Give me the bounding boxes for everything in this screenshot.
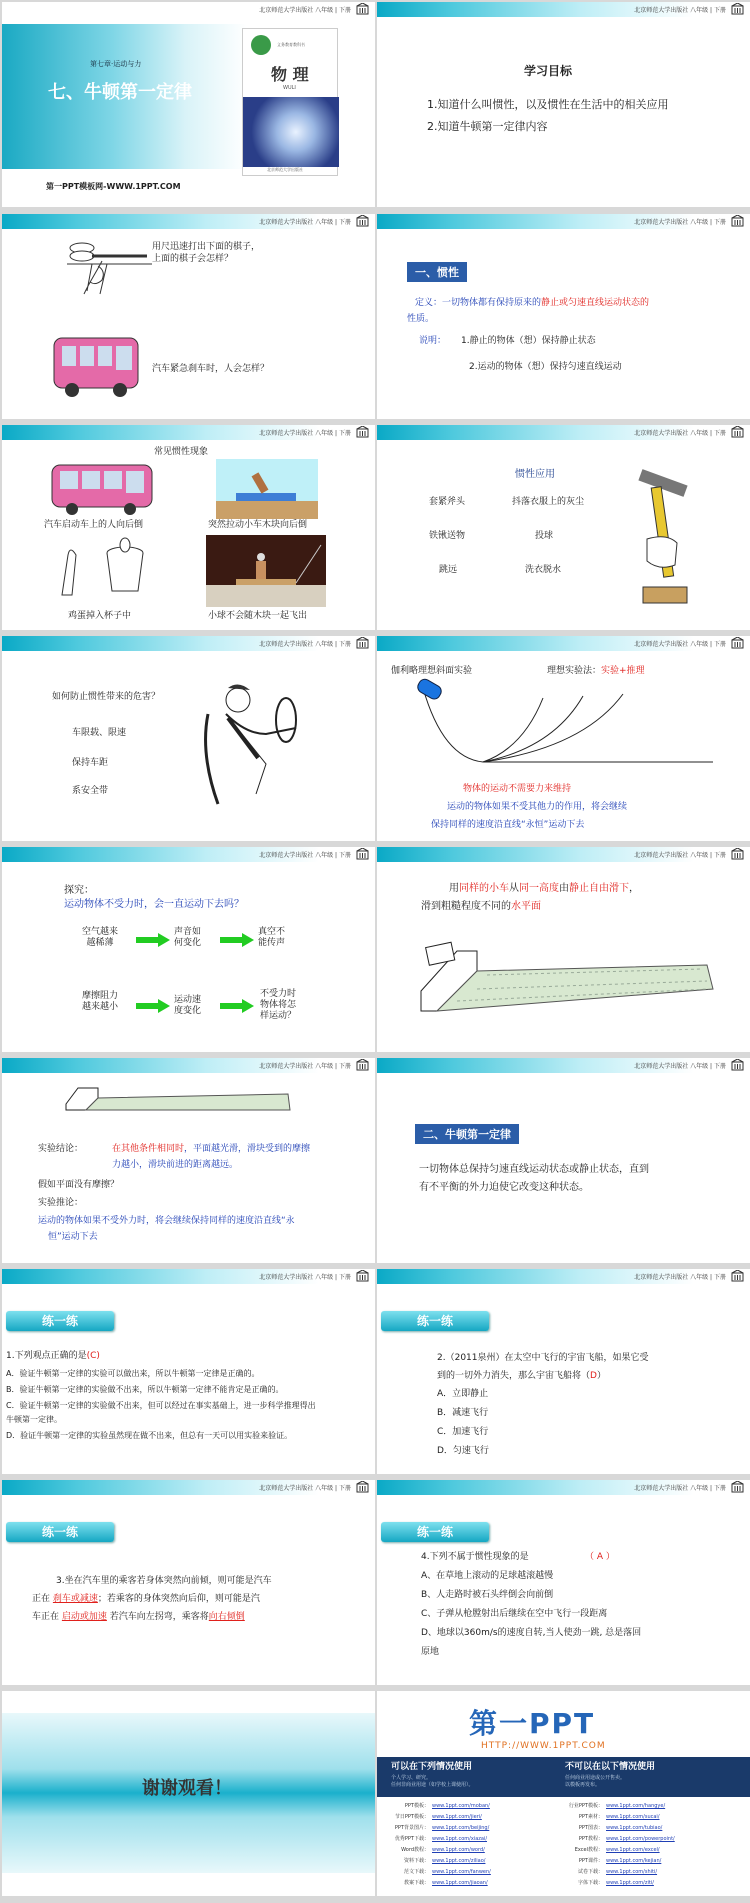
option-a: A．验证牛顿第一定律的实验可以做出来，所以牛顿第一定律是正确的。 <box>6 1369 260 1378</box>
resource-link[interactable]: www.1ppt.com/word/ <box>432 1847 485 1853</box>
resource-link-label: 优秀PPT下载： <box>394 1836 429 1842</box>
resource-link-label: PPT教程： <box>578 1836 603 1842</box>
question-line-2: 正在 <box>32 1594 51 1604</box>
slide-11-conclusion <box>2 1058 375 1263</box>
resource-link-label: PPT模板： <box>404 1803 429 1809</box>
slide-header: 北京师范大学出版社 八年级 | 下册 <box>634 1485 726 1492</box>
box-3b: 能传声 <box>258 937 286 948</box>
bus-start-image <box>50 461 155 517</box>
cover-title: 七、牛顿第一定律 <box>48 82 192 103</box>
chess-pieces-image <box>62 236 157 298</box>
slide-header: 北京师范大学出版社 八年级 | 下册 <box>259 1274 351 1281</box>
question-1b: 上面的棋子会怎样？ <box>152 254 234 264</box>
resource-link-row <box>561 1880 654 1886</box>
prevention-question: 如何防止惯性带来的危害？ <box>52 692 161 702</box>
question-line-1: 3.坐在汽车里的乘客若身体突然向前倾，则可能是汽车 <box>56 1576 272 1586</box>
resource-link-row <box>387 1836 487 1842</box>
resource-link-label: Word教程： <box>401 1847 429 1853</box>
box-6a: 不受力时 <box>260 989 297 999</box>
conclusion-text: ，平面越光滑，滑块受到的摩擦 <box>184 1144 311 1154</box>
app-2: 抖落衣服上的灰尘 <box>512 497 585 507</box>
option-a: A．立即静止 <box>437 1389 489 1399</box>
arrow-right-icon <box>136 933 170 947</box>
resource-link-label: PPT课件： <box>578 1858 603 1864</box>
track-image <box>62 1080 292 1126</box>
conclusion-2: 运动的物体如果不受其他力的作用，将会继续 <box>447 802 628 812</box>
app-3: 铁锹送物 <box>429 531 466 541</box>
line1-red-3: 静止自由滑下 <box>569 883 629 894</box>
publisher-logo-icon <box>356 1270 369 1282</box>
publisher-logo-icon <box>356 637 369 649</box>
usage-banner <box>377 1757 750 1797</box>
option-b: B、人走路时被石头绊倒会向前倒 <box>421 1590 554 1600</box>
app-5: 跳远 <box>439 565 458 575</box>
slide-header: 北京师范大学出版社 八年级 | 下册 <box>634 219 726 226</box>
cannot-use-1: 任何商业用途或公开售卖。 <box>565 1775 626 1781</box>
resource-link-row <box>387 1825 489 1831</box>
slide-4-inertia <box>377 214 750 419</box>
line1-red-2: 同一高度 <box>519 883 559 894</box>
line1-c: 由 <box>559 883 569 894</box>
slide-header: 北京师范大学出版社 八年级 | 下册 <box>634 430 726 437</box>
section-tag: 一、惯性 <box>407 262 467 282</box>
option-a: A、在草地上滚动的足球越滚越慢 <box>421 1571 554 1581</box>
resource-link-row <box>387 1814 482 1820</box>
resource-link-label: 资料下载： <box>403 1858 429 1864</box>
question-1a: 用尺迅速打出下面的棋子， <box>152 242 261 252</box>
option-b: B．验证牛顿第一定律的实验做不出来，所以牛顿第一定律不能肯定是正确的。 <box>6 1385 284 1394</box>
driver-seatbelt-image <box>198 674 308 806</box>
explore-question: 运动物体不受力时，会一直运动下去吗？ <box>64 899 244 910</box>
resource-link-row <box>387 1803 490 1809</box>
slide-header: 北京师范大学出版社 八年级 | 下册 <box>634 852 726 859</box>
brand-url: HTTP://WWW.1PPT.COM <box>481 1741 606 1751</box>
slide-header: 北京师范大学出版社 八年级 | 下册 <box>634 1063 726 1070</box>
line1-b: 从 <box>509 883 519 894</box>
caption-1: 汽车启动车上的人向后倒 <box>44 520 144 530</box>
caption-4: 小球不会随木块一起飞出 <box>208 611 308 621</box>
brand-logo: 第一PPT <box>469 1707 596 1740</box>
publisher-logo-icon <box>356 215 369 227</box>
resource-link[interactable]: www.1ppt.com/ziliao/ <box>432 1858 486 1864</box>
app-1: 套紧斧头 <box>429 497 466 507</box>
section-tag: 二、牛顿第一定律 <box>415 1124 519 1144</box>
resource-link-row <box>387 1869 491 1875</box>
resource-link-row <box>561 1836 675 1842</box>
resource-link[interactable]: www.1ppt.com/beijing/ <box>432 1825 490 1831</box>
box-5b: 度变化 <box>174 1005 202 1016</box>
slide-header: 北京师范大学出版社 八年级 | 下册 <box>259 7 351 14</box>
option-c-1: C．验证牛顿第一定律的实验做不出来，但可以经过在事实基础上，进一步科学推理得出 <box>6 1401 316 1410</box>
option-b: B．减速飞行 <box>437 1408 489 1418</box>
textbook-image <box>243 97 339 167</box>
arrow-right-icon <box>220 999 254 1013</box>
resource-link[interactable]: www.1ppt.com/hangye/ <box>606 1803 666 1809</box>
line1-a: 用 <box>449 883 459 894</box>
ramp-curves-diagram <box>413 678 713 768</box>
law-line-1: 一切物体总保持匀速直线运动状态或静止状态，直到 <box>419 1164 649 1175</box>
question-line-2-end: ；若乘客的身体突然向后仰，则可能是汽 <box>97 1594 260 1604</box>
slide-6-applications <box>377 425 750 630</box>
option-c: C、子弹从枪膛射出后继续在空中飞行一段距离 <box>421 1609 608 1619</box>
prevention-1: 车限载、限速 <box>72 728 127 738</box>
cannot-use-title: 不可以在以下情况使用 <box>565 1762 656 1772</box>
slide-10-experiment <box>377 847 750 1052</box>
ideal-method-label: 理想实验法： <box>547 666 602 676</box>
resource-link-row <box>387 1880 488 1886</box>
slide-5-phenomena <box>2 425 375 630</box>
slide-header: 北京师范大学出版社 八年级 | 下册 <box>259 219 351 226</box>
prevention-2: 保持车距 <box>72 758 109 768</box>
can-use-2: 任何非商业用途（如学校上课使用）。 <box>391 1782 474 1788</box>
resource-link-row <box>561 1803 665 1809</box>
slide-header: 北京师范大学出版社 八年级 | 下册 <box>259 641 351 648</box>
slide-7-prevention <box>2 636 375 841</box>
bus-braking-image <box>52 332 142 400</box>
practice-pill: 练一练 <box>381 1311 489 1331</box>
resource-link-row <box>387 1847 485 1853</box>
question-line-3-mid: 若汽车向左拐弯，乘客将 <box>109 1612 209 1622</box>
slide-12-newton-law <box>377 1058 750 1263</box>
practice-pill: 练一练 <box>6 1311 114 1331</box>
resource-link-label: 节日PPT模板： <box>394 1814 429 1820</box>
line2-a: 滑到粗糙程度不同的 <box>421 901 511 912</box>
definition-end: 性质。 <box>407 314 435 324</box>
textbook-title: 物 理 <box>271 65 309 84</box>
definition-highlight: 静止或匀速直线运动状态的 <box>541 298 650 308</box>
slide-header: 北京师范大学出版社 八年级 | 下册 <box>259 1063 351 1070</box>
line1-d: ， <box>629 883 639 894</box>
box-4b: 越来越小 <box>82 1001 119 1012</box>
caption-3: 鸡蛋掉入杯子中 <box>68 611 132 621</box>
resource-link[interactable]: www.1ppt.com/fanwen/ <box>432 1869 491 1875</box>
resource-link-row <box>561 1869 657 1875</box>
phenomena-title: 常见惯性现象 <box>154 447 209 457</box>
resource-link-row <box>387 1858 485 1864</box>
note-2: 2.运动的物体（想）保持匀速直线运动 <box>469 362 622 372</box>
textbook-publisher: 北京师范大学出版社 <box>267 167 303 172</box>
question: 4.下列不属于惯性现象的是 <box>421 1552 529 1562</box>
slide-header: 北京师范大学出版社 八年级 | 下册 <box>259 1485 351 1492</box>
publisher-logo-icon <box>731 1270 744 1282</box>
resource-link[interactable]: www.1ppt.com/jieri/ <box>432 1814 482 1820</box>
box-2b: 何变化 <box>174 937 202 948</box>
hammer-image <box>635 469 695 609</box>
box-6b: 物体将怎 <box>260 999 297 1010</box>
resource-link-label: 行业PPT模板： <box>568 1803 603 1809</box>
applications-title: 惯性应用 <box>515 469 555 480</box>
slide-header: 北京师范大学出版社 八年级 | 下册 <box>634 641 726 648</box>
resource-link-label: Excel教程： <box>574 1847 603 1853</box>
slide-14-exercise-2 <box>377 1269 750 1474</box>
resource-link[interactable]: www.1ppt.com/moban/ <box>432 1803 490 1809</box>
option-d: D．匀速飞行 <box>437 1446 489 1456</box>
textbook-series: 义务教育教科书 <box>277 42 305 47</box>
fill-blank-3: 向右倾倒 <box>208 1612 245 1622</box>
option-d-1: D、地球以360m/s的速度自转,当人使劲一跳, 总是落回 <box>421 1628 642 1638</box>
slide-header: 北京师范大学出版社 八年级 | 下册 <box>634 7 726 14</box>
resource-link[interactable]: www.1ppt.com/shiti/ <box>606 1869 658 1875</box>
box-5a: 运动速 <box>174 995 202 1005</box>
arrow-right-icon <box>136 999 170 1013</box>
resource-link-label: PPT素材： <box>578 1814 603 1820</box>
inference-label: 实验推论： <box>38 1198 84 1208</box>
resource-link-label: PPT背景图片： <box>394 1825 429 1831</box>
slide-17-thanks <box>2 1691 375 1896</box>
resource-link-label: 教案下载： <box>403 1880 429 1886</box>
definition-text: 定义：一切物体都有保持原来的 <box>415 298 542 308</box>
slide-1-cover <box>2 2 375 207</box>
prevention-3: 系安全带 <box>72 786 109 796</box>
conclusion-1: 物体的运动不需要力来维持 <box>463 784 572 794</box>
option-c-2: 牛顿第一定律。 <box>6 1415 62 1424</box>
publisher-logo-icon <box>356 3 369 15</box>
resource-link[interactable]: www.1ppt.com/tubiao/ <box>606 1825 663 1831</box>
frictionless-question: 假如平面没有摩擦？ <box>38 1180 120 1190</box>
slide-8-galileo <box>377 636 750 841</box>
cart-block-image <box>216 459 318 519</box>
can-use-1: 个人学习、研究。 <box>391 1775 432 1781</box>
slide-header: 北京师范大学出版社 八年级 | 下册 <box>259 852 351 859</box>
line1-red-1: 同样的小车 <box>459 883 509 894</box>
question-line-3: 车正在 <box>32 1612 60 1622</box>
goal-2: 2.知道牛顿第一定律内容 <box>427 120 548 133</box>
site-label: 第一PPT模板网-WWW.1PPT.COM <box>46 182 181 191</box>
box-3a: 真空不 <box>258 927 286 937</box>
goals-heading: 学习目标 <box>524 64 573 78</box>
line2-red: 水平面 <box>511 901 541 912</box>
resource-link-row <box>561 1814 660 1820</box>
note-label: 说明： <box>419 336 447 346</box>
publisher-logo-icon <box>731 1481 744 1493</box>
slide-18-copyright <box>377 1691 750 1896</box>
box-2a: 声音如 <box>174 927 202 937</box>
option-c: C．加速飞行 <box>437 1427 489 1437</box>
box-4a: 摩擦阻力 <box>82 991 119 1001</box>
conclusion-label: 实验结论： <box>38 1144 84 1154</box>
publisher-logo-icon <box>356 848 369 860</box>
practice-pill: 练一练 <box>6 1522 114 1542</box>
publisher-logo-icon <box>731 1059 744 1071</box>
can-use-title: 可以在下列情况使用 <box>391 1762 473 1772</box>
ball-block-image <box>206 535 326 607</box>
thanks-text: 谢谢观看！ <box>142 1778 232 1799</box>
ideal-method-value: 实验+推理 <box>601 666 645 676</box>
publisher-logo-icon <box>356 426 369 438</box>
question-line-2: 到的一切外力消失，那么宇宙飞船将（ <box>437 1371 591 1381</box>
slide-9-explore <box>2 847 375 1052</box>
practice-pill: 练一练 <box>381 1522 489 1542</box>
conclusion-text-2: 力越小，滑块前进的距离越远。 <box>112 1160 239 1170</box>
caption-2: 突然拉动小车木块向后倒 <box>208 520 308 530</box>
fill-blank-2: 启动或加速 <box>61 1612 107 1622</box>
slide-15-exercise-3 <box>2 1480 375 1685</box>
app-4: 投球 <box>535 531 554 541</box>
publisher-logo-icon <box>356 1481 369 1493</box>
slide-3-intro <box>2 214 375 419</box>
answer: D <box>590 1371 597 1381</box>
publisher-logo-icon <box>731 637 744 649</box>
question-line-2-end: ） <box>596 1371 606 1381</box>
publisher-logo-icon <box>731 215 744 227</box>
question-line-1: 2.（2011泉州）在太空中飞行的宇宙飞船，如果它受 <box>437 1353 649 1363</box>
goal-1: 1.知道什么叫惯性，以及惯性在生活中的相关应用 <box>427 98 669 111</box>
resource-link[interactable]: www.1ppt.com/kejian/ <box>606 1858 662 1864</box>
box-1a: 空气越来 <box>82 927 119 937</box>
publisher-logo-icon <box>731 848 744 860</box>
resource-link-label: PPT图表： <box>578 1825 603 1831</box>
conclusion-condition: 在其他条件相同时 <box>112 1144 185 1154</box>
slide-16-exercise-4 <box>377 1480 750 1685</box>
resource-link[interactable]: www.1ppt.com/powerpoint/ <box>606 1836 675 1842</box>
resource-link-label: 字体下载： <box>577 1880 603 1886</box>
answer: （ A ） <box>585 1552 615 1562</box>
explore-label: 探究： <box>64 885 94 896</box>
galileo-label: 伽利略理想斜面实验 <box>391 666 473 676</box>
textbook-sub: WULI <box>283 85 296 91</box>
conclusion-3: 保持同样的速度沿直线“永恒”运动下去 <box>431 820 585 830</box>
resource-link[interactable]: www.1ppt.com/excel/ <box>606 1847 660 1853</box>
box-6c: 样运动？ <box>260 1010 297 1021</box>
question-2: 汽车紧急刹车时，人会怎样？ <box>152 364 270 374</box>
app-6: 洗衣脱水 <box>525 565 562 575</box>
note-1: 1.静止的物体（想）保持静止状态 <box>461 336 596 346</box>
resource-link-row <box>561 1858 661 1864</box>
resource-link-row <box>561 1847 660 1853</box>
resource-link[interactable]: www.1ppt.com/xiazai/ <box>432 1836 488 1842</box>
slide-13-exercise-1 <box>2 1269 375 1474</box>
inference-1: 运动的物体如果不受外力时，将会继续保持同样的速度沿直线“永 <box>38 1216 295 1226</box>
textbook-cover <box>242 28 338 176</box>
option-d-2: 原地 <box>421 1647 440 1657</box>
box-1b: 越稀薄 <box>86 937 114 948</box>
slide-header: 北京师范大学出版社 八年级 | 下册 <box>634 1274 726 1281</box>
cannot-use-2: 以模板再发布。 <box>565 1782 601 1788</box>
publisher-logo-icon <box>731 3 744 15</box>
publisher-logo-icon <box>731 426 744 438</box>
resource-link[interactable]: www.1ppt.com/jiaoan/ <box>432 1880 488 1886</box>
resource-link-label: 范文下载： <box>403 1869 429 1875</box>
resource-link-label: 试卷下载： <box>577 1869 603 1875</box>
resource-link[interactable]: www.1ppt.com/ziti/ <box>606 1880 654 1886</box>
resource-link[interactable]: www.1ppt.com/sucai/ <box>606 1814 660 1820</box>
slide-2-goals <box>377 2 750 207</box>
law-line-2: 有不平衡的外力迫使它改变这种状态。 <box>419 1182 589 1193</box>
slide-header: 北京师范大学出版社 八年级 | 下册 <box>259 430 351 437</box>
chapter-label: 第七章·运动与力 <box>90 60 142 68</box>
question: 1.下列观点正确的是 <box>6 1351 87 1361</box>
answer: (C) <box>86 1351 100 1361</box>
option-d: D．验证牛顿第一定律的实验虽然现在做不出来，但总有一天可以用实验来验证。 <box>6 1431 293 1440</box>
textbook-badge-icon <box>251 35 271 55</box>
egg-cup-image <box>50 535 150 597</box>
fill-blank-1: 刹车或减速 <box>52 1594 98 1604</box>
arrow-right-icon <box>220 933 254 947</box>
inference-2: 恒”运动下去 <box>48 1232 98 1242</box>
resource-link-row <box>561 1825 662 1831</box>
incline-track-image <box>417 931 717 1041</box>
publisher-logo-icon <box>356 1059 369 1071</box>
